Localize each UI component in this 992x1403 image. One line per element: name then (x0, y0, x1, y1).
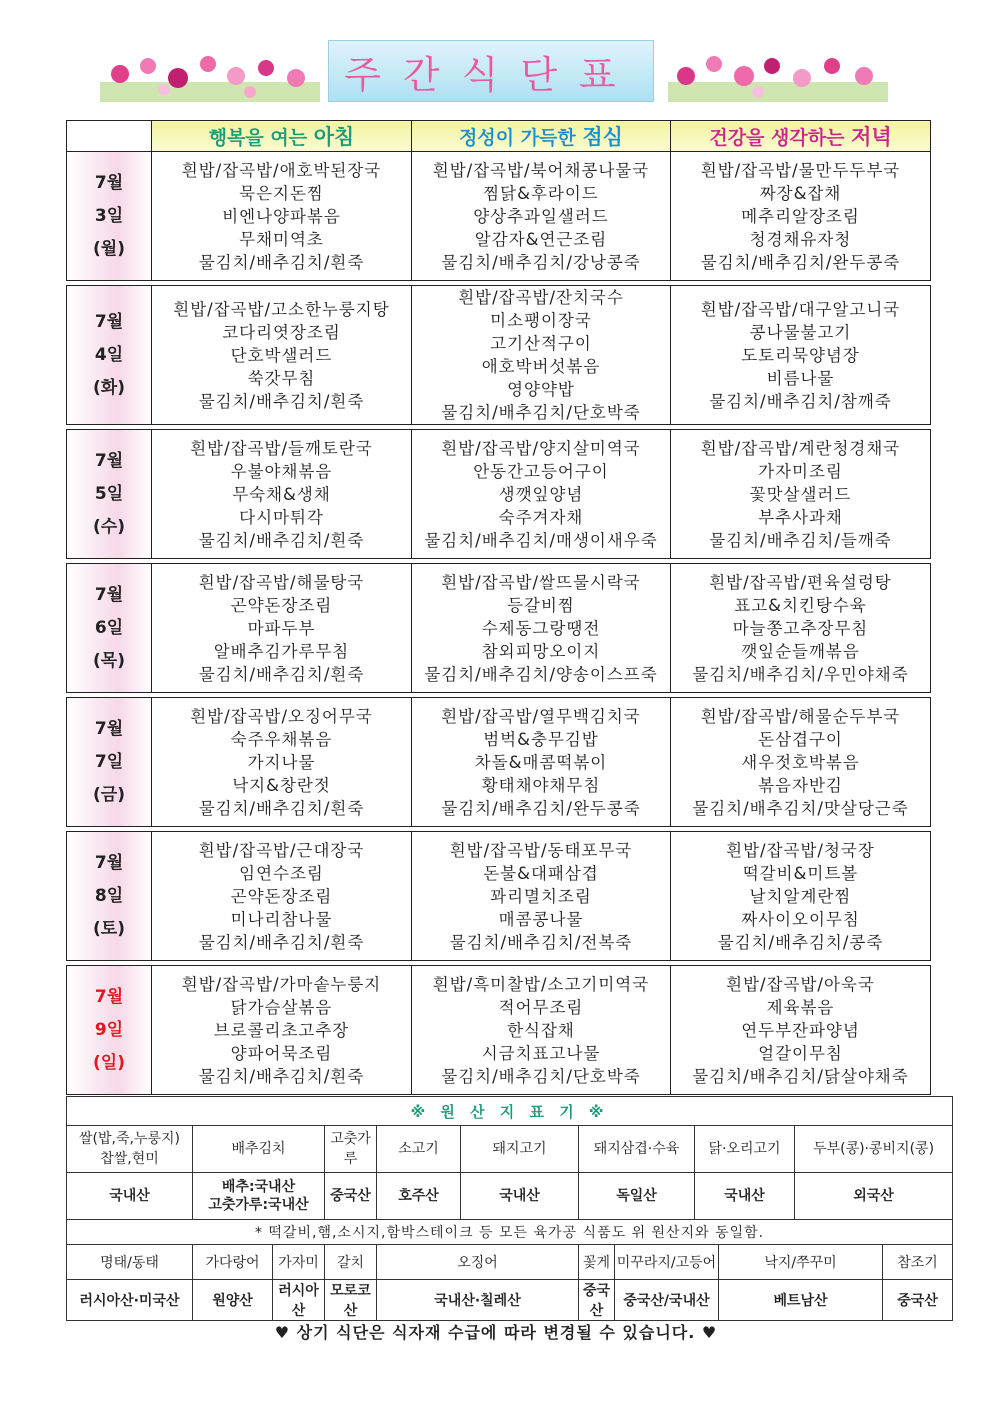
menu-item: 흰밥/잡곡밥/해물탕국 (198, 572, 365, 592)
menu-item: 흰밥/잡곡밥/물만두두부국 (700, 160, 901, 180)
menu-item: 시금치표고나물 (481, 1043, 601, 1063)
origin-value: 국내산 (461, 1173, 579, 1220)
origin-value: 배추:국내산 고춧가루:국내산 (193, 1173, 325, 1220)
menu-item: 등갈비찜 (507, 595, 575, 615)
origin-header-2: 미꾸라지/고등어 (615, 1245, 719, 1280)
menu-item: 물김치/배추김치/양송이스프죽 (424, 664, 658, 684)
menu-item: 깻잎순들깨볶음 (741, 641, 860, 661)
menu-item: 물김치/배추김치/강낭콩죽 (441, 252, 641, 272)
menu-item: 볶음자반김 (758, 775, 843, 795)
menu-item: 숙주겨자채 (498, 507, 584, 527)
origin-value: 외국산 (795, 1173, 953, 1220)
day-month: 7월 (94, 584, 124, 605)
day-date: 8일 (94, 885, 124, 906)
menu-item: 메추리알장조림 (741, 206, 860, 226)
menu-item: 차돌&매콤떡볶이 (474, 752, 608, 772)
menu-item: 흰밥/잡곡밥/아욱국 (726, 974, 875, 994)
menu-item: 물김치/배추김치/흰죽 (198, 252, 365, 272)
menu-item: 물김치/배추김치/흰죽 (198, 664, 365, 684)
menu-item: 다시마튀각 (239, 507, 324, 527)
menu-item: 우불야채볶음 (230, 461, 333, 481)
lunch-cell (412, 966, 671, 1095)
lunch-header: 정성이 가득한 점심 (412, 121, 671, 152)
origin-value: 호주산 (377, 1173, 461, 1220)
menu-item: 비름나물 (766, 368, 835, 388)
day-row (67, 698, 931, 827)
day-date: 4일 (94, 344, 124, 365)
origin-header-2: 가자미 (273, 1245, 325, 1280)
origin-header-2: 꽃게 (579, 1245, 615, 1280)
menu-item: 숙주우채볶음 (230, 729, 333, 749)
menu-item: 매콤콩나물 (498, 909, 584, 929)
day-dow: (토) (93, 918, 125, 939)
menu-item: 물김치/배추김치/참깨죽 (709, 391, 892, 411)
day-row (67, 564, 931, 693)
breakfast-cell (152, 698, 412, 827)
menu-item: 흰밥/흑미찰밥/소고기미역국 (432, 974, 650, 994)
menu-item: 표고&치킨탕수육 (734, 595, 867, 615)
menu-item: 물김치/배추김치/흰죽 (198, 1066, 365, 1086)
origin-header: 배추김치 (193, 1126, 325, 1173)
menu-item: 비엔나양파볶음 (222, 206, 341, 226)
menu-item: 돈불&대패삼겹 (483, 863, 599, 883)
day-label (67, 698, 152, 827)
menu-item: 흰밥/잡곡밥/애호박된장국 (181, 160, 382, 180)
menu-item: 물김치/배추김치/전복죽 (449, 932, 633, 952)
breakfast-cell (152, 286, 412, 425)
menu-item: 알감자&연근조림 (474, 229, 608, 249)
menu-item: 흰밥/잡곡밥/계란청경채국 (700, 438, 901, 458)
origin-header-2: 명태/동태 (67, 1245, 193, 1280)
menu-item: 브로콜리초고추장 (213, 1020, 350, 1040)
menu-item: 떡갈비&미트볼 (742, 863, 859, 883)
menu-item: 흰밥/잡곡밥/쌀뜨물시락국 (441, 572, 641, 592)
origin-value-2: 국내산·칠레산 (377, 1280, 579, 1321)
menu-item: 물김치/배추김치/매생이새우죽 (424, 530, 658, 550)
menu-item: 흰밥/잡곡밥/동태포무국 (449, 840, 633, 860)
day-dow: (일) (93, 1052, 125, 1073)
menu-item: 흰밥/잡곡밥/대구알고니국 (700, 299, 901, 319)
origin-header-row (67, 1126, 953, 1173)
menu-item: 무채미역초 (239, 229, 324, 249)
menu-item: 흰밥/잡곡밥/해물순두부국 (700, 706, 901, 726)
origin-header: 닭·오리고기 (695, 1126, 795, 1173)
menu-item: 고기산적구이 (490, 334, 592, 353)
day-dow: (금) (93, 784, 125, 805)
flower-decoration-right (668, 52, 888, 102)
day-row (67, 966, 931, 1095)
origin-value-2: 베트남산 (719, 1280, 883, 1321)
corner-cell (67, 121, 152, 152)
menu-item: 안동간고등어구이 (473, 461, 609, 481)
menu-item: 미소팽이장국 (490, 311, 592, 330)
menu-item: 수제동그랑땡전 (481, 618, 601, 638)
menu-item: 얼갈이무침 (758, 1043, 843, 1063)
origin-header: 돼지고기 (461, 1126, 579, 1173)
lunch-cell (412, 430, 671, 559)
origin-value: 국내산 (67, 1173, 193, 1220)
menu-item: 짜장&잡채 (759, 183, 842, 203)
day-date: 9일 (94, 1019, 124, 1040)
day-label (67, 286, 152, 425)
menu-item: 꽃맛살샐러드 (749, 484, 852, 504)
day-dow: (화) (93, 377, 125, 398)
menu-item: 새우젓호박볶음 (741, 752, 860, 772)
lunch-cell (412, 152, 671, 281)
origin-value-2: 러시아산·미국산 (67, 1280, 193, 1321)
weekly-menu-table (66, 120, 931, 1095)
dinner-header: 건강을 생각하는 저녁 (671, 121, 931, 152)
day-month: 7월 (94, 718, 124, 739)
day-date: 5일 (94, 483, 124, 504)
day-row (67, 286, 931, 425)
breakfast-cell (152, 430, 412, 559)
menu-item: 흰밥/잡곡밥/편육설렁탕 (709, 572, 892, 592)
origin-header: 고춧가루 (325, 1126, 377, 1173)
origin-header-2: 낙지/쭈꾸미 (719, 1245, 883, 1280)
menu-item: 제육볶음 (766, 997, 835, 1017)
day-row (67, 430, 931, 559)
menu-item: 흰밥/잡곡밥/청국장 (726, 840, 875, 860)
breakfast-cell (152, 152, 412, 281)
day-month: 7월 (94, 450, 124, 471)
origin-value-2: 중국산 (883, 1280, 953, 1321)
menu-item: 돈삼겹구이 (758, 729, 843, 749)
menu-item: 물김치/배추김치/들깨죽 (709, 530, 892, 550)
menu-item: 부추사과채 (758, 507, 843, 527)
origin-title: ※ 원 산 지 표 기 ※ (67, 1097, 953, 1126)
origin-header: 소고기 (377, 1126, 461, 1173)
day-month: 7월 (94, 311, 124, 332)
dinner-cell (671, 966, 931, 1095)
day-row (67, 832, 931, 961)
menu-item: 생깻잎양념 (498, 484, 584, 504)
menu-item: 물김치/배추김치/단호박죽 (441, 1066, 641, 1086)
menu-item: 마파두부 (247, 618, 316, 638)
dinner-cell (671, 430, 931, 559)
menu-item: 물김치/배추김치/흰죽 (198, 798, 365, 818)
day-dow: (목) (93, 650, 125, 671)
origin-value: 국내산 (695, 1173, 795, 1220)
menu-item: 쑥갓무침 (247, 368, 316, 388)
menu-item: 흰밥/잡곡밥/오징어무국 (190, 706, 373, 726)
menu-item: 양상추과일샐러드 (473, 206, 609, 226)
origin-header: 돼지삼겹·수육 (579, 1126, 695, 1173)
menu-item: 연두부잔파양념 (741, 1020, 860, 1040)
menu-item: 물김치/배추김치/단호박죽 (441, 403, 641, 422)
page-header (0, 40, 992, 106)
menu-item: 청경채유자청 (749, 229, 852, 249)
day-date: 6일 (94, 617, 124, 638)
lunch-cell (412, 286, 671, 425)
menu-item: 물김치/배추김치/흰죽 (198, 932, 365, 952)
origin-value-row (67, 1173, 953, 1220)
breakfast-cell (152, 564, 412, 693)
dinner-cell (671, 832, 931, 961)
day-label (67, 966, 152, 1095)
day-label (67, 430, 152, 559)
menu-item: 양파어묵조림 (230, 1043, 333, 1063)
menu-item: 미나리참나물 (230, 909, 333, 929)
day-date: 3일 (94, 205, 124, 226)
menu-item: 콩나물불고기 (749, 322, 852, 342)
menu-item: 도토리묵양념장 (741, 345, 860, 365)
footer-note: ♥ 상기 식단은 식자재 수급에 따라 변경될 수 있습니다. ♥ (274, 1323, 718, 1342)
day-label (67, 564, 152, 693)
menu-header-row (67, 121, 931, 152)
origin-value: 중국산 (325, 1173, 377, 1220)
menu-item: 참외피망오이지 (481, 641, 601, 661)
origin-header: 두부(콩)·콩비지(콩) (795, 1126, 953, 1173)
day-row (67, 152, 931, 281)
menu-item: 무숙채&생채 (232, 484, 331, 504)
menu-item: 꽈리멸치조림 (490, 886, 592, 906)
menu-item: 물김치/배추김치/완두콩죽 (441, 798, 641, 818)
origin-header-2: 오징어 (377, 1245, 579, 1280)
menu-item: 황태채야채무침 (481, 775, 601, 795)
origin-value-2: 모로코산 (325, 1280, 377, 1321)
menu-item: 임연수조림 (239, 863, 324, 883)
menu-item: 흰밥/잡곡밥/가마솥누룽지 (181, 974, 382, 994)
menu-item: 물김치/배추김치/콩죽 (717, 932, 884, 952)
origin-header-2: 가다랑어 (193, 1245, 273, 1280)
menu-item: 흰밥/잡곡밥/잔치국수 (458, 288, 624, 307)
menu-item: 가자미조림 (758, 461, 843, 481)
origin-value-2-row (67, 1280, 953, 1321)
menu-item: 흰밥/잡곡밥/양지살미역국 (441, 438, 641, 458)
day-label (67, 152, 152, 281)
day-dow: (월) (93, 238, 125, 259)
menu-item: 낙지&창란젓 (232, 775, 331, 795)
menu-item: 물김치/배추김치/흰죽 (198, 530, 365, 550)
flower-decoration-left (100, 52, 320, 102)
lunch-cell (412, 564, 671, 693)
origin-value-2: 원양산 (193, 1280, 273, 1321)
origin-table (66, 1096, 953, 1321)
menu-item: 알배추김가루무침 (213, 641, 350, 661)
dinner-cell (671, 698, 931, 827)
breakfast-header: 행복을 여는 아침 (152, 121, 412, 152)
menu-item: 곤약돈장조림 (230, 886, 333, 906)
menu-item: 물김치/배추김치/완두콩죽 (700, 252, 901, 272)
lunch-cell (412, 698, 671, 827)
menu-item: 곤약돈장조림 (230, 595, 333, 615)
origin-header-2: 갈치 (325, 1245, 377, 1280)
menu-item: 애호박버섯볶음 (481, 357, 601, 376)
menu-item: 영양약밥 (507, 380, 575, 399)
origin-value-2: 중국산 (579, 1280, 615, 1321)
menu-item: 물김치/배추김치/닭살야채죽 (692, 1066, 909, 1086)
menu-item: 가지나물 (247, 752, 316, 772)
breakfast-cell (152, 832, 412, 961)
menu-item: 단호박샐러드 (230, 345, 333, 365)
menu-item: 닭가슴살볶음 (230, 997, 333, 1017)
day-month: 7월 (94, 986, 124, 1007)
origin-header-2-row (67, 1245, 953, 1280)
origin-value: 독일산 (579, 1173, 695, 1220)
menu-item: 흰밥/잡곡밥/들깨토란국 (190, 438, 373, 458)
day-dow: (수) (93, 516, 125, 537)
origin-header: 쌀(밥,죽,누룽지) 찹쌀,현미 (67, 1126, 193, 1173)
day-label (67, 832, 152, 961)
menu-item: 짜사이오이무침 (741, 909, 860, 929)
dinner-cell (671, 564, 931, 693)
menu-item: 범벅&충무김밥 (483, 729, 599, 749)
breakfast-cell (152, 966, 412, 1095)
menu-item: 날치알계란찜 (749, 886, 852, 906)
menu-item: 물김치/배추김치/우민야채죽 (692, 664, 909, 684)
menu-item: 흰밥/잡곡밥/열무백김치국 (441, 706, 641, 726)
menu-item: 물김치/배추김치/맛살당근죽 (692, 798, 909, 818)
dinner-cell (671, 286, 931, 425)
origin-value-2: 중국산/국내산 (615, 1280, 719, 1321)
menu-item: 묵은지돈찜 (239, 183, 324, 203)
menu-item: 찜닭&후라이드 (483, 183, 599, 203)
origin-note: * 떡갈비,햄,소시지,함박스테이크 등 모든 육가공 식품도 위 원산지와 동일함. (67, 1220, 953, 1245)
lunch-cell (412, 832, 671, 961)
origin-value-2: 러시아산 (273, 1280, 325, 1321)
day-month: 7월 (94, 852, 124, 873)
menu-item: 흰밥/잡곡밥/근대장국 (198, 840, 365, 860)
menu-item: 한식잡채 (507, 1020, 575, 1040)
day-date: 7일 (94, 751, 124, 772)
dinner-cell (671, 152, 931, 281)
menu-item: 코다리엿장조림 (222, 322, 341, 342)
menu-item: 적어무조림 (498, 997, 584, 1017)
menu-item: 흰밥/잡곡밥/고소한누룽지탕 (173, 299, 390, 319)
menu-item: 물김치/배추김치/흰죽 (198, 391, 365, 411)
day-month: 7월 (94, 172, 124, 193)
menu-item: 마늘쫑고추장무침 (732, 618, 869, 638)
page-title: 주간식단표 (328, 40, 654, 102)
origin-header-2: 참조기 (883, 1245, 953, 1280)
menu-item: 흰밥/잡곡밥/북어채콩나물국 (432, 160, 650, 180)
